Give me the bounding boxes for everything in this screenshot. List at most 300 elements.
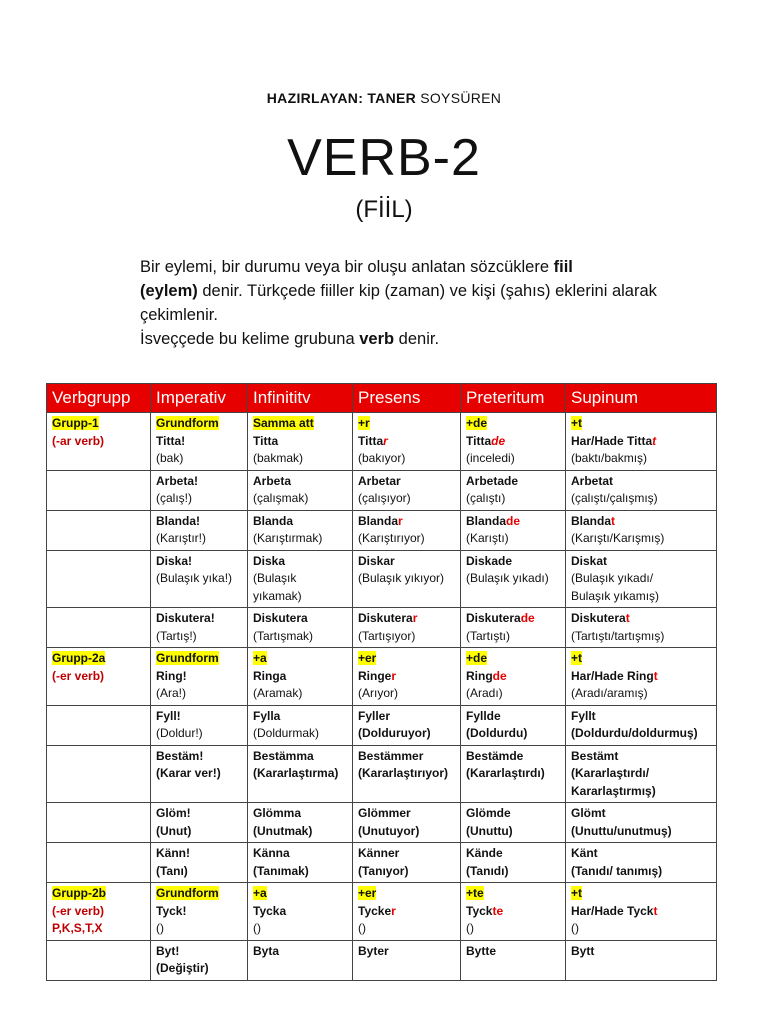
table-cell <box>47 843 151 883</box>
cell-line <box>571 415 711 433</box>
cell-text: () <box>358 921 366 935</box>
cell-line <box>156 748 242 766</box>
cell-line <box>358 650 455 668</box>
table-cell <box>566 413 717 471</box>
page-subtitle: (FİİL) <box>355 196 413 223</box>
cell-text: (Değiştir) <box>156 961 209 975</box>
cell-line <box>253 748 347 766</box>
cell-line <box>466 885 560 903</box>
cell-line <box>253 725 347 743</box>
cell-text: Arbetar <box>358 473 401 488</box>
cell-text: (-er verb) <box>52 903 105 918</box>
cell-line <box>358 530 455 548</box>
cell-text: (Bulaşık yıka!) <box>156 571 233 585</box>
cell-text: Titta <box>253 433 279 448</box>
table-cell <box>151 550 248 608</box>
cell-text: (Kararlaştırıyor) <box>358 766 449 780</box>
cell-text: Grupp-2a <box>52 651 106 665</box>
table-cell <box>151 705 248 745</box>
cell-text: Bestämt <box>571 748 619 763</box>
table-cell <box>353 413 461 471</box>
cell-line <box>156 863 242 881</box>
table-row <box>47 470 717 510</box>
table-cell <box>353 705 461 745</box>
cell-text: Byter <box>358 943 389 958</box>
table-cell <box>566 705 717 745</box>
cell-text: t <box>611 513 616 528</box>
table-cell <box>47 803 151 843</box>
table-cell <box>461 940 566 980</box>
cell-line <box>156 943 242 961</box>
cell-line <box>358 450 455 468</box>
cell-text: (Bulaşık yıkıyor) <box>358 571 445 585</box>
cell-text: (Ara!) <box>156 686 186 700</box>
cell-line <box>358 553 455 571</box>
cell-text: (Tanımak) <box>253 863 309 878</box>
cell-line <box>571 708 711 726</box>
table-cell <box>566 883 717 941</box>
table-cell <box>566 940 717 980</box>
table-cell <box>151 745 248 803</box>
cell-line <box>156 765 242 783</box>
cell-line <box>571 685 711 703</box>
cell-text: +de <box>466 651 488 665</box>
cell-line <box>253 863 347 881</box>
table-cell <box>566 803 717 843</box>
cell-line <box>571 668 711 686</box>
cell-text: Bestämmer <box>358 748 424 763</box>
cell-line <box>466 450 560 468</box>
cell-text: Ringe <box>358 668 392 683</box>
cell-text: Arbeta! <box>156 473 199 488</box>
cell-line <box>466 748 560 766</box>
cell-text: Blanda <box>253 513 294 528</box>
table-row <box>47 608 717 648</box>
cell-text: (Unuttu) <box>466 823 513 838</box>
cell-text: t <box>652 433 657 448</box>
cell-text: Byta <box>253 943 280 958</box>
cell-text: Har/Hade Titta <box>571 433 653 448</box>
cell-text: (Doldurmak) <box>253 726 320 740</box>
cell-line <box>466 920 560 938</box>
cell-line <box>253 765 347 783</box>
cell-text: (Aradı/aramış) <box>571 686 648 700</box>
cell-text: +er <box>358 651 377 665</box>
cell-line <box>156 685 242 703</box>
cell-line <box>358 708 455 726</box>
cell-text: r <box>391 903 396 918</box>
cell-line <box>253 805 347 823</box>
cell-line <box>253 903 347 921</box>
cell-line <box>571 863 711 881</box>
cell-text: (-er verb) <box>52 668 105 683</box>
cell-line <box>358 473 455 491</box>
cell-text: (Karıştırıyor) <box>358 531 425 545</box>
cell-line <box>466 903 560 921</box>
table-cell <box>47 940 151 980</box>
cell-text: (bakmak) <box>253 451 304 465</box>
cell-line <box>52 920 145 938</box>
table-cell <box>47 413 151 471</box>
cell-text: Kararlaştırmış) <box>571 783 656 798</box>
cell-line <box>358 685 455 703</box>
cell-text: Bestäm! <box>156 748 204 763</box>
table-cell <box>461 648 566 706</box>
table-cell <box>353 608 461 648</box>
cell-text: (inceledi) <box>466 451 515 465</box>
cell-text: (Karar ver!) <box>156 766 221 780</box>
cell-text: (çalış!) <box>156 491 192 505</box>
cell-text: +a <box>253 651 267 665</box>
table-cell <box>248 510 353 550</box>
cell-line <box>571 570 711 588</box>
cell-text: (baktı/bakmış) <box>571 451 648 465</box>
cell-text: (Unutmak) <box>253 823 313 838</box>
table-cell <box>248 883 353 941</box>
cell-text: () <box>156 921 164 935</box>
table-row <box>47 843 717 883</box>
cell-text: Grupp-2b <box>52 886 106 900</box>
cell-text: Glöm! <box>156 806 191 820</box>
cell-text: +t <box>571 651 583 665</box>
table-cell <box>47 510 151 550</box>
table-cell <box>47 745 151 803</box>
cell-text: (Dolduruyor) <box>358 726 431 740</box>
cell-text: Har/Hade Ring <box>571 668 654 683</box>
cell-line <box>253 530 347 548</box>
cell-text: (Bulaşık yıkadı) <box>466 571 549 585</box>
cell-line <box>466 685 560 703</box>
table-cell <box>248 470 353 510</box>
cell-text: Blanda <box>358 513 399 528</box>
table-row <box>47 705 717 745</box>
cell-line <box>358 610 455 628</box>
cell-text: Diskutera <box>571 611 626 625</box>
cell-text: (çalıştı) <box>466 491 506 505</box>
table-cell <box>461 550 566 608</box>
cell-text: Har/Hade Tyck <box>571 903 654 918</box>
intro-term-eylem: (eylem) <box>140 282 198 300</box>
cell-text: (bak) <box>156 451 184 465</box>
cell-line <box>466 553 560 571</box>
table-row <box>47 550 717 608</box>
cell-line <box>466 765 560 783</box>
cell-line <box>156 650 242 668</box>
cell-text: (bakıyor) <box>358 451 406 465</box>
cell-text: Fyll! <box>156 708 181 723</box>
cell-text: () <box>253 921 261 935</box>
table-cell <box>47 648 151 706</box>
cell-line <box>358 765 455 783</box>
cell-line <box>156 903 242 921</box>
cell-line <box>253 415 347 433</box>
cell-line <box>466 610 560 628</box>
cell-line <box>156 885 242 903</box>
cell-line <box>571 748 711 766</box>
cell-line <box>358 903 455 921</box>
table-cell <box>461 705 566 745</box>
cell-text: Titta! <box>156 433 186 448</box>
cell-text: (Tartış!) <box>156 628 197 643</box>
cell-line <box>358 748 455 766</box>
cell-text: (Karıştı/Karışmış) <box>571 531 665 545</box>
cell-line <box>253 610 347 628</box>
cell-line <box>358 628 455 646</box>
cell-line <box>156 960 242 978</box>
table-cell <box>461 608 566 648</box>
cell-line <box>358 725 455 743</box>
cell-line <box>52 415 145 433</box>
table-row <box>47 745 717 803</box>
cell-line <box>156 530 242 548</box>
table-cell <box>151 648 248 706</box>
cell-line <box>466 570 560 588</box>
table-cell <box>461 510 566 550</box>
cell-text: (Tartıştı) <box>466 628 510 643</box>
cell-text: t <box>653 668 658 683</box>
table-cell <box>47 608 151 648</box>
cell-line <box>253 490 347 508</box>
cell-line <box>358 823 455 841</box>
table-cell <box>461 883 566 941</box>
table-row <box>47 803 717 843</box>
cell-line <box>156 628 242 646</box>
cell-text: (Karıştı) <box>466 531 509 545</box>
cell-line <box>358 863 455 881</box>
cell-line <box>571 553 711 571</box>
cell-text: t <box>653 903 658 918</box>
cell-text: r <box>383 433 388 448</box>
table-cell <box>248 843 353 883</box>
table-cell <box>47 550 151 608</box>
cell-text: (Unuttu/unutmuş) <box>571 823 672 838</box>
table-cell <box>151 940 248 980</box>
cell-line <box>253 433 347 451</box>
cell-line <box>571 473 711 491</box>
cell-line <box>571 903 711 921</box>
cell-text: (Doldurdu) <box>466 726 528 740</box>
cell-text: Titta <box>358 433 384 448</box>
table-cell <box>353 940 461 980</box>
table-cell <box>151 843 248 883</box>
table-cell <box>47 470 151 510</box>
cell-line <box>466 490 560 508</box>
table-cell <box>248 803 353 843</box>
table-cell <box>461 803 566 843</box>
column-header: Preteritum <box>461 384 566 413</box>
cell-text: () <box>571 921 579 935</box>
table-row <box>47 510 717 550</box>
table-row <box>47 413 717 471</box>
cell-text: de <box>492 668 507 683</box>
cell-text: Blanda <box>466 513 507 528</box>
column-header: Presens <box>353 384 461 413</box>
cell-text: Grundform <box>156 416 219 430</box>
cell-line <box>156 450 242 468</box>
cell-text: (Kararlaştırdı/ <box>571 766 650 780</box>
intro-term-fiil: fiil <box>553 258 573 276</box>
cell-text: (Kararlaştırdı) <box>466 766 545 780</box>
table-cell <box>248 648 353 706</box>
cell-text: Titta <box>466 433 492 448</box>
cell-line <box>571 450 711 468</box>
cell-text: Bulaşık yıkamış) <box>571 588 660 603</box>
cell-line <box>466 415 560 433</box>
cell-line <box>358 570 455 588</box>
cell-text: (Tanı) <box>156 863 188 878</box>
table-cell <box>566 745 717 803</box>
cell-text: Tycke <box>358 903 392 918</box>
cell-line <box>253 553 347 571</box>
column-header: Verbgrupp <box>47 384 151 413</box>
table-body <box>47 413 717 981</box>
cell-line <box>571 513 711 531</box>
table-cell <box>151 608 248 648</box>
cell-text: (Karıştır!) <box>156 531 206 545</box>
cell-text: Diskutera <box>466 611 521 625</box>
table-cell <box>248 413 353 471</box>
table-cell <box>566 608 717 648</box>
cell-text: r <box>412 611 418 625</box>
cell-line <box>156 805 242 823</box>
table-cell <box>151 470 248 510</box>
cell-text: Känna <box>253 846 290 860</box>
cell-text: +r <box>358 416 370 430</box>
table-cell <box>248 745 353 803</box>
cell-text: Diskutera <box>253 611 308 625</box>
cell-text: Tycka <box>253 903 287 918</box>
cell-line <box>571 490 711 508</box>
cell-line <box>358 490 455 508</box>
table-cell <box>151 510 248 550</box>
table-cell <box>47 705 151 745</box>
cell-text: (Tartıştı/tartışmış) <box>571 628 665 643</box>
cell-text: P,K,S,T,X <box>52 921 103 935</box>
cell-text: Känn! <box>156 846 190 860</box>
cell-text: Diskutera <box>358 611 413 625</box>
cell-line <box>52 903 145 921</box>
cell-text: Samma att <box>253 416 314 430</box>
cell-text: (çalışmak) <box>253 491 309 505</box>
cell-text: (Bulaşık <box>253 571 297 585</box>
intro-paragraph <box>140 255 660 351</box>
cell-text: Diska <box>253 553 286 568</box>
cell-line <box>358 433 455 451</box>
cell-line <box>253 845 347 863</box>
cell-line <box>52 668 145 686</box>
cell-line <box>253 708 347 726</box>
cell-text: (Doldurdu/doldurmuş) <box>571 726 698 740</box>
cell-line <box>52 885 145 903</box>
table-cell <box>566 550 717 608</box>
cell-text: Bytt <box>571 943 595 958</box>
table-cell <box>353 550 461 608</box>
cell-line <box>571 783 711 801</box>
table-cell <box>461 413 566 471</box>
cell-text: +t <box>571 886 583 900</box>
cell-line <box>466 650 560 668</box>
table-cell <box>248 705 353 745</box>
cell-line <box>253 588 347 606</box>
cell-text: Arbetat <box>571 473 614 488</box>
cell-line <box>253 628 347 646</box>
cell-line <box>466 433 560 451</box>
table-cell <box>566 510 717 550</box>
author-label: HAZIRLAYAN: TANER <box>266 90 417 106</box>
page-title: VERB-2 <box>287 129 481 187</box>
cell-line <box>571 650 711 668</box>
cell-text: Tyck <box>466 903 493 918</box>
cell-line <box>253 943 347 961</box>
cell-text: Grupp-1 <box>52 416 99 430</box>
cell-line <box>571 610 711 628</box>
intro-text: denir. Türkçede fiiller kip (zaman) ve kişi (şahıs) eklerini alarak çekimlenir. <box>140 282 657 324</box>
cell-text: (çalıştı/çalışmış) <box>571 491 658 505</box>
cell-text: +de <box>466 416 488 430</box>
cell-line <box>156 610 242 628</box>
cell-text: Grundform <box>156 886 219 900</box>
cell-text: te <box>492 903 504 918</box>
cell-line <box>571 765 711 783</box>
cell-text: (Aramak) <box>253 686 303 700</box>
table-cell <box>353 648 461 706</box>
cell-line <box>156 845 242 863</box>
table-cell <box>566 843 717 883</box>
cell-text: Glömt <box>571 806 606 820</box>
cell-line <box>156 490 242 508</box>
table-header-row <box>47 384 717 413</box>
verb-table <box>46 383 717 981</box>
cell-text: Kände <box>466 846 503 860</box>
cell-line <box>253 685 347 703</box>
table-cell <box>248 608 353 648</box>
table-cell <box>248 550 353 608</box>
cell-text: Känt <box>571 846 598 860</box>
cell-line <box>253 450 347 468</box>
cell-text: (Unutuyor) <box>358 823 420 838</box>
cell-text: Ringa <box>253 668 287 683</box>
cell-text: Bestämma <box>253 748 314 763</box>
cell-line <box>466 513 560 531</box>
cell-line <box>156 570 242 588</box>
cell-text: Fyllde <box>466 708 501 723</box>
cell-line <box>156 553 242 571</box>
table-cell <box>248 940 353 980</box>
cell-line <box>466 805 560 823</box>
cell-line <box>358 805 455 823</box>
cell-line <box>156 668 242 686</box>
cell-text: (Kararlaştırma) <box>253 766 339 780</box>
cell-text: de <box>491 433 506 448</box>
cell-line <box>253 885 347 903</box>
cell-line <box>571 885 711 903</box>
cell-line <box>156 433 242 451</box>
cell-line <box>466 845 560 863</box>
intro-term-verb: verb <box>359 330 395 348</box>
cell-text: +a <box>253 886 267 900</box>
cell-text: Ring! <box>156 668 187 683</box>
cell-line <box>358 885 455 903</box>
cell-line <box>466 628 560 646</box>
table-cell <box>151 803 248 843</box>
cell-text: Byt! <box>156 943 180 958</box>
cell-text: Diska! <box>156 553 193 568</box>
author-line <box>0 90 768 106</box>
cell-line <box>358 920 455 938</box>
intro-text: Bir eylemi, bir durumu veya bir oluşu anlatan sözcüklere <box>140 258 554 276</box>
cell-text: (Aradı) <box>466 686 503 700</box>
cell-line <box>52 433 145 451</box>
